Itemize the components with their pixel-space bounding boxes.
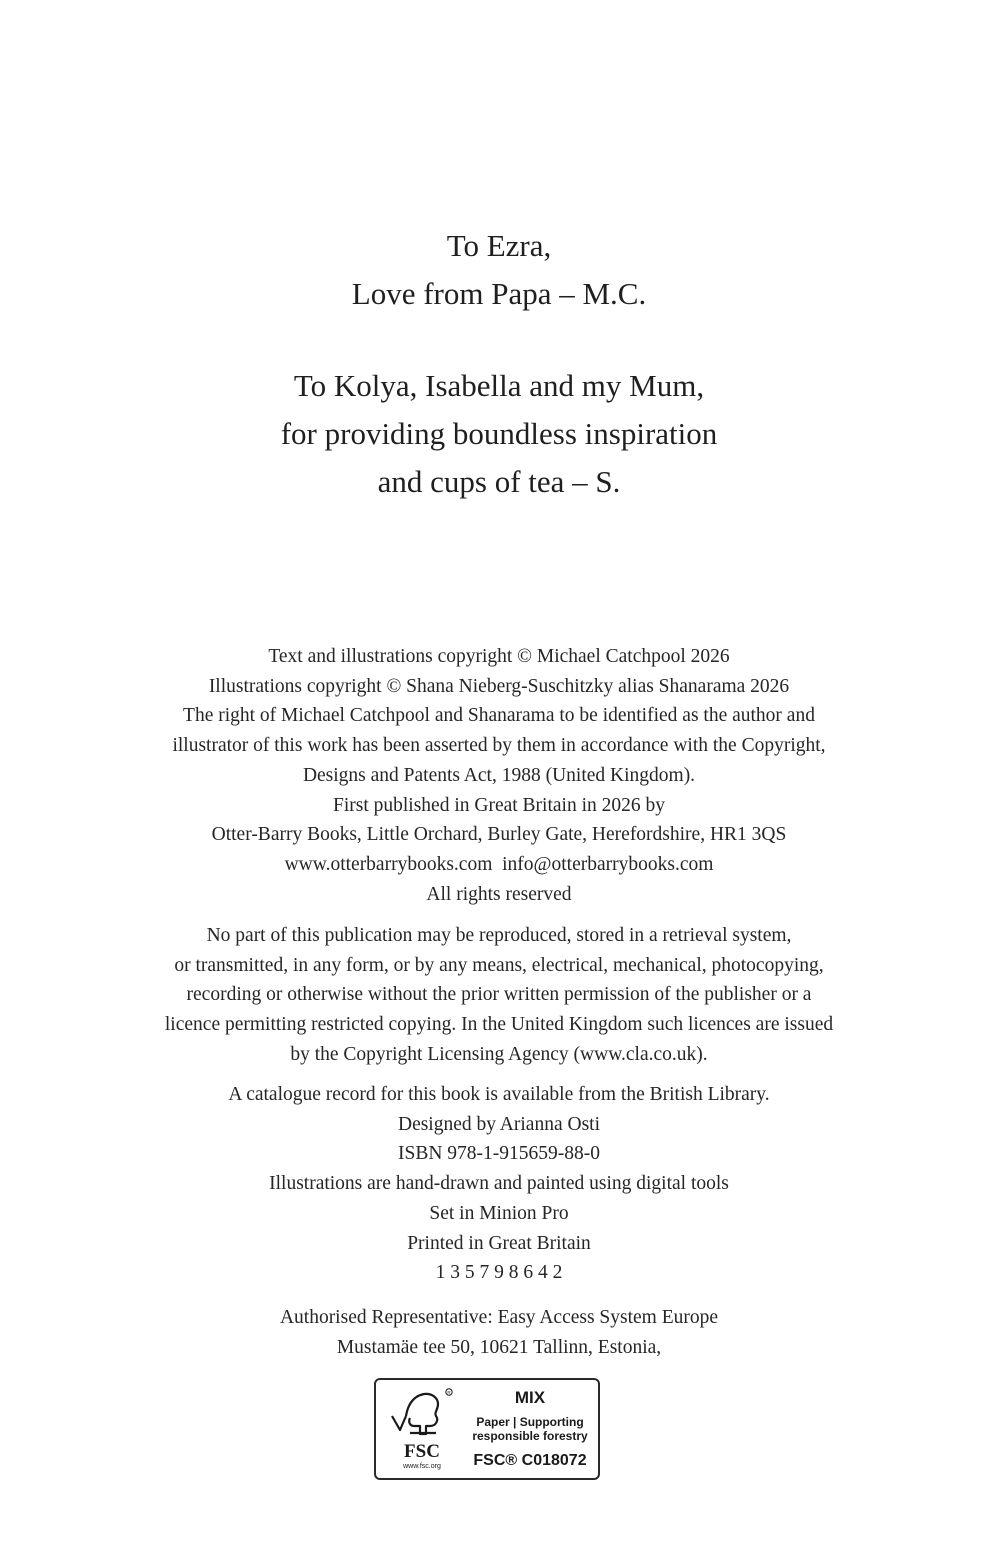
rights-notice: [0, 921, 998, 1070]
copyright-line: illustrator of this work has been asserted by them in accordance with the Copyright,: [172, 735, 826, 757]
fsc-description-2: responsible forestry: [472, 1429, 588, 1443]
illustration-note: Illustrations are hand-drawn and painted using digital tools: [269, 1173, 729, 1195]
rights-line: by the Copyright Licensing Agency (www.cla.co.uk).: [290, 1043, 708, 1065]
dedication-line: for providing boundless inspiration: [280, 416, 718, 451]
fsc-logo-url: www.fsc.org: [403, 1463, 441, 1470]
dedication-line: and cups of tea – S.: [377, 464, 621, 499]
fsc-badge: [374, 1378, 600, 1480]
representative-address: Mustamäe tee 50, 10621 Tallinn, Estonia,: [336, 1336, 662, 1358]
copyright-line: The right of Michael Catchpool and Shanarama to be identified as the author and: [183, 705, 815, 727]
copyright-notice: [0, 642, 998, 909]
rights-line: or transmitted, in any form, or by any means, electrical, mechanical, photocopying,: [174, 954, 824, 976]
all-rights-reserved: All rights reserved: [426, 883, 572, 905]
publication-line: First published in Great Britain in 2026 by: [332, 794, 665, 816]
fsc-label: [464, 1386, 596, 1471]
catalogue-record: A catalogue record for this book is available from the British Library.: [228, 1084, 770, 1105]
fsc-checkmark-tree-icon: [386, 1386, 458, 1442]
fsc-mix: MIX: [514, 1388, 546, 1407]
dedication-line: To Ezra,: [446, 228, 552, 263]
dedication-line: To Kolya, Isabella and my Mum,: [293, 368, 705, 403]
dedication-line: Love from Papa – M.C.: [351, 276, 647, 311]
representative-line: Authorised Representative: Easy Access System Europe: [279, 1307, 719, 1328]
copyright-line: Text and illustrations copyright © Michael Catchpool 2026: [268, 646, 730, 667]
fsc-tree-icon: [386, 1386, 458, 1474]
publisher-contact: www.otterbarrybooks.com info@otterbarrybooks.com: [284, 853, 714, 875]
isbn: ISBN 978-1-915659-88-0: [397, 1143, 601, 1165]
rights-line: No part of this publication may be reproduced, stored in a retrieval system,: [206, 925, 792, 946]
fsc-license-code: FSC® C018072: [473, 1452, 587, 1469]
printing-line: 1 3 5 7 9 8 6 4 2: [435, 1262, 563, 1284]
copyright-line: Illustrations copyright © Shana Nieberg-Suschitzky alias Shanarama 2026: [208, 675, 790, 697]
rights-line: recording or otherwise without the prior written permission of the publisher or a: [186, 984, 812, 1006]
fsc-description-1: Paper | Supporting: [476, 1415, 584, 1429]
authorised-representative: [0, 1303, 998, 1362]
publisher-address: Otter-Barry Books, Little Orchard, Burley Gate, Herefordshire, HR1 3QS: [211, 824, 787, 846]
rights-line: licence permitting restricted copying. In the United Kingdom such licences are issued: [164, 1014, 834, 1036]
svg-text:R: R: [447, 1390, 451, 1395]
typeface-note: Set in Minion Pro: [429, 1202, 569, 1224]
printed-location: Printed in Great Britain: [407, 1232, 591, 1254]
copyright-line: Designs and Patents Act, 1988 (United Kingdom).: [302, 764, 696, 786]
dedication-author: [0, 222, 998, 318]
production-details: [0, 1080, 998, 1288]
fsc-logo-word: FSC: [404, 1441, 440, 1462]
designer-credit: Designed by Arianna Osti: [397, 1113, 600, 1135]
dedication-illustrator: [0, 362, 998, 506]
